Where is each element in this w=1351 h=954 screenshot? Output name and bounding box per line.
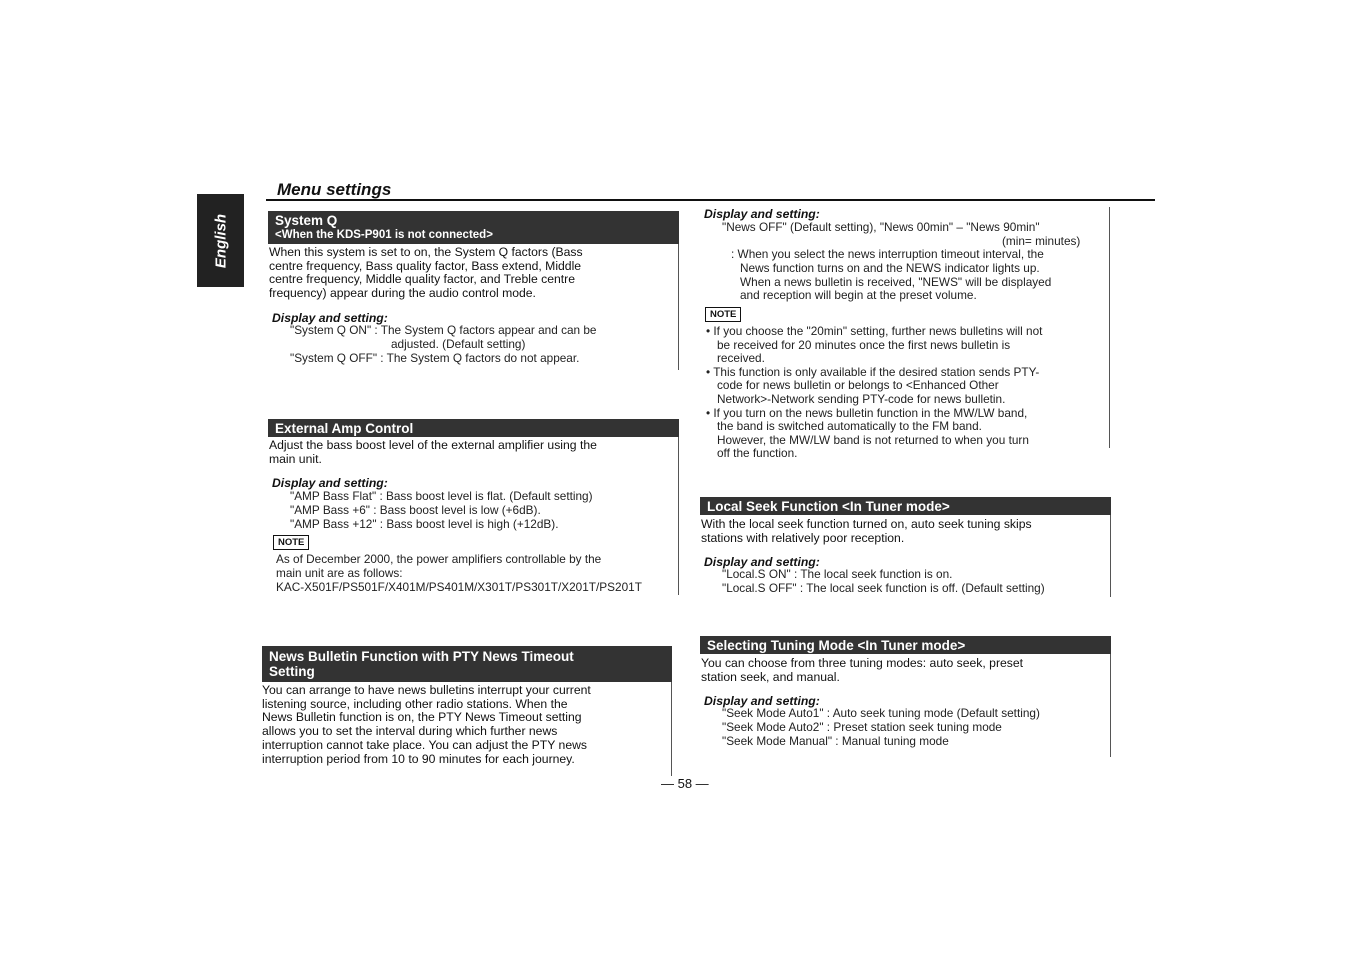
setting-line: "AMP Bass +12" : Bass boost level is high (+12dB). [290, 516, 559, 531]
column-divider [678, 437, 679, 595]
setting-line: and reception will begin at the preset volume. [740, 288, 977, 303]
text-line: interruption period from 10 to 90 minutes for each journey. [262, 751, 575, 766]
column-divider [1109, 207, 1110, 448]
column-divider [1110, 515, 1111, 597]
text-line: listening source, including other radio stations. When the [262, 696, 568, 711]
text-line: station seek, and manual. [701, 669, 840, 684]
bullet-line: off the function. [717, 446, 798, 461]
bullet-line: Network>-Network sending PTY-code for news bulletin. [717, 391, 1006, 406]
external-amp-body [269, 439, 597, 466]
note-line: As of December 2000, the power amplifiers controllable by the [276, 552, 602, 566]
bullet-line: • If you turn on the news bulletin function in the MW/LW band, [706, 405, 1028, 420]
setting-line: "AMP Bass Flat" : Bass boost level is flat. (Default setting) [290, 489, 593, 503]
external-amp-display-label: Display and setting: [272, 476, 388, 490]
setting-line: "Seek Mode Auto2" : Preset station seek tuning mode [722, 719, 1002, 734]
external-amp-note [276, 553, 642, 594]
bullet-line: However, the MW/LW band is not returned to when you turn [717, 432, 1029, 447]
external-amp-heading: External Amp Control [268, 419, 679, 437]
tuning-mode-heading: Selecting Tuning Mode <In Tuner mode> [700, 636, 1111, 654]
news-body [262, 684, 591, 766]
setting-line: "System Q ON" : The System Q factors appear and can be [290, 323, 597, 337]
system-q-body [269, 246, 583, 301]
news-settings: "News OFF" (Default setting), "News 00min" – "News 90min" [722, 220, 1040, 234]
tuning-mode-display-label: Display and setting: [704, 694, 820, 708]
text-line: With the local seek function turned on, auto seek tuning skips [701, 517, 1032, 531]
language-label: English [212, 213, 229, 268]
system-q-subtitle: <When the KDS-P901 is not connected> [275, 229, 493, 241]
page-title: Menu settings [277, 180, 392, 199]
text-line: centre frequency, Middle quality factor, and Treble centre [269, 272, 575, 287]
setting-line: When a news bulletin is received, "NEWS" will be displayed [740, 274, 1052, 289]
bullet-line: • This function is only available if the desired station sends PTY- [706, 364, 1040, 379]
news-heading [262, 646, 672, 682]
setting-line: "AMP Bass +6" : Bass boost level is low (+6dB). [290, 502, 541, 517]
text-line: allows you to set the interval during which further news [262, 724, 558, 739]
text-line: You can choose from three tuning modes: auto seek, preset [701, 656, 1024, 670]
text-line: frequency) appear during the audio control mode. [269, 286, 536, 301]
setting-line: "Local.S OFF" : The local seek function is off. (Default setting) [722, 580, 1045, 595]
page-number: — 58 — [661, 776, 709, 791]
news-notes [706, 325, 1106, 461]
setting-line: "Seek Mode Manual" : Manual tuning mode [722, 733, 949, 748]
local-seek-settings [722, 568, 1045, 596]
system-q-title: System Q [275, 213, 338, 228]
tuning-mode-settings [722, 707, 1040, 748]
local-seek-body [701, 518, 1032, 545]
language-tab [197, 194, 244, 287]
text-line: You can arrange to have news bulletins interrupt your current [262, 683, 591, 697]
text-line: main unit. [269, 451, 322, 466]
bullet-line: • If you choose the "20min" setting, further news bulletins will not [706, 324, 1043, 338]
note-bullet [706, 325, 1106, 366]
note-line: KAC-X501F/PS501F/X401M/PS401M/X301T/PS301T/X201T/PS201T [276, 579, 642, 594]
text-line: centre frequency, Bass quality factor, Bass extend, Middle [269, 258, 582, 273]
note-line: main unit are as follows: [276, 565, 403, 580]
text-line: News Bulletin function is on, the PTY News Timeout setting [262, 710, 582, 725]
column-divider [678, 244, 679, 370]
news-heading-line: Setting [269, 664, 315, 679]
text-line: interruption cannot take place. You can adjust the PTY news [262, 737, 587, 752]
bullet-line: the band is switched automatically to the FM band. [717, 419, 982, 434]
column-divider [1110, 654, 1111, 757]
note-badge: NOTE [705, 307, 741, 322]
text-line: stations with relatively poor reception. [701, 530, 905, 545]
system-q-settings [290, 324, 597, 365]
setting-line: News function turns on and the NEWS indicator lights up. [740, 260, 1040, 275]
note-bullet [706, 366, 1106, 407]
note-bullet [706, 407, 1106, 461]
system-q-heading [268, 211, 679, 244]
setting-line: adjusted. (Default setting) [391, 336, 526, 351]
column-divider [671, 682, 672, 776]
local-seek-heading: Local Seek Function <In Tuner mode> [700, 497, 1111, 515]
bullet-line: received. [717, 351, 765, 366]
setting-line: "System Q OFF" : The System Q factors do not appear. [290, 350, 580, 365]
local-seek-display-label: Display and setting: [704, 555, 820, 569]
bullet-line: be received for 20 minutes once the first news bulletin is [717, 337, 1011, 352]
note-badge: NOTE [273, 535, 309, 550]
news-heading-line: News Bulletin Function with PTY News Timeout [269, 649, 574, 664]
setting-line: : When you select the news interruption timeout interval, the [731, 247, 1044, 261]
tuning-mode-body [701, 657, 1023, 684]
text-line: Adjust the bass boost level of the external amplifier using the [269, 438, 597, 452]
external-amp-settings [290, 490, 593, 531]
setting-line: "Local.S ON" : The local seek function is on. [722, 567, 953, 581]
setting-line: "Seek Mode Auto1" : Auto seek tuning mode (Default setting) [722, 706, 1040, 720]
text-line: When this system is set to on, the System Q factors (Bass [269, 245, 583, 259]
title-rule [266, 199, 1155, 201]
news-settings-desc [731, 248, 1051, 303]
news-display-label: Display and setting: [704, 207, 820, 221]
bullet-line: code for news bulletin or belongs to <Enhanced Other [717, 378, 999, 393]
system-q-display-label: Display and setting: [272, 311, 388, 325]
news-settings-unit: (min= minutes) [1002, 234, 1081, 248]
